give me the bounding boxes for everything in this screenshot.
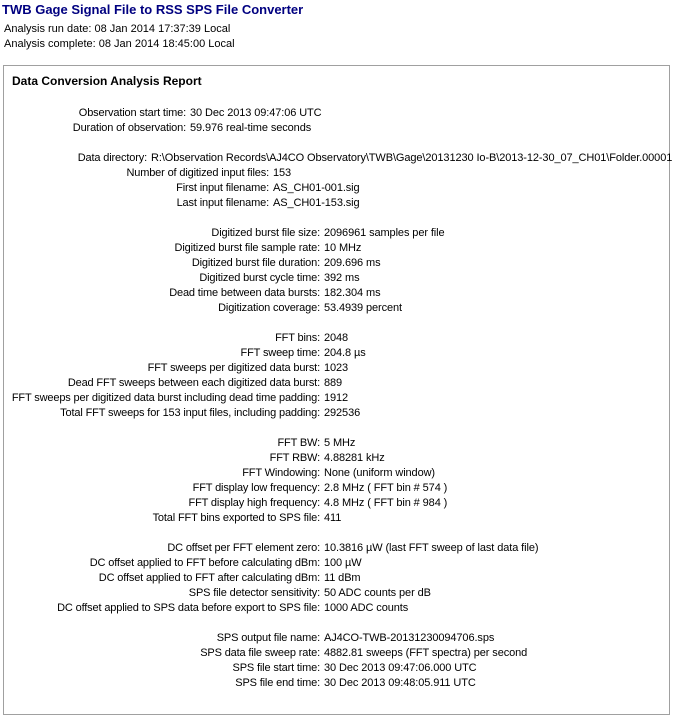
line-value: AS_CH01-153.sig [273, 197, 360, 209]
line-value: 53.4939 percent [324, 302, 403, 314]
line-value: 2.8 MHz ( FFT bin # 574 ) [324, 482, 448, 494]
line-label: FFT sweeps per digitized data burst including dead time padding: [11, 392, 320, 404]
report-line [6, 391, 667, 406]
line-value: 30 Dec 2013 09:48:05.911 UTC [324, 677, 476, 689]
analysis-complete: Analysis complete: 08 Jan 2014 18:45:00 Local [4, 38, 235, 50]
line-value: 10 MHz [324, 242, 362, 254]
line-value: 182.304 ms [324, 287, 381, 299]
line-value: 204.8 µs [324, 347, 366, 359]
line-label: Digitization coverage: [218, 302, 320, 314]
report-line [6, 556, 667, 571]
line-value: 10.3816 µW (last FFT sweep of last data file) [324, 542, 539, 554]
line-label: Data directory: [77, 152, 147, 164]
line-label: SPS file end time: [235, 677, 320, 689]
line-value: 11 dBm [324, 572, 361, 584]
line-label: SPS data file sweep rate: [200, 647, 320, 659]
report-line [6, 256, 667, 271]
line-label: FFT Windowing: [242, 467, 320, 479]
report-line [6, 331, 667, 346]
report-line [6, 181, 667, 196]
report-line [6, 676, 667, 691]
line-value: 1000 ADC counts [324, 602, 409, 614]
line-value: 30 Dec 2013 09:47:06 UTC [190, 107, 322, 119]
report-panel [3, 65, 673, 715]
report-line [6, 601, 667, 616]
line-value: 100 µW [324, 557, 362, 569]
line-label: SPS file start time: [232, 662, 320, 674]
report-line [6, 376, 667, 391]
line-label: DC offset applied to SPS data before export to SPS file: [57, 602, 320, 614]
report-line [6, 406, 667, 421]
line-label: Observation start time: [78, 107, 186, 119]
report-line [6, 241, 667, 256]
report-line [6, 301, 667, 316]
line-label: Total FFT sweeps for 153 input files, including padding: [60, 407, 320, 419]
line-value: AJ4CO-TWB-20131230094706.sps [324, 632, 495, 644]
line-value: 50 ADC counts per dB [324, 587, 431, 599]
line-label: Dead FFT sweeps between each digitized data burst: [67, 377, 320, 389]
line-label: Duration of observation: [72, 122, 186, 134]
report-line [6, 196, 667, 211]
line-label: FFT RBW: [269, 452, 320, 464]
line-value: 889 [324, 377, 343, 389]
line-value: 411 [324, 512, 342, 524]
line-label: Total FFT bins exported to SPS file: [152, 512, 320, 524]
report-line [6, 106, 667, 121]
report-title: Data Conversion Analysis Report [12, 74, 202, 88]
line-value: 4.88281 kHz [324, 452, 385, 464]
line-label: Digitized burst file sample rate: [174, 242, 320, 254]
report-line [6, 571, 667, 586]
line-value: 2096961 samples per file [324, 227, 445, 239]
line-value: 153 [273, 167, 292, 179]
report-line [6, 151, 673, 166]
line-value: AS_CH01-001.sig [273, 182, 360, 194]
line-label: FFT display high frequency: [188, 497, 320, 509]
line-label: Number of digitized input files: [126, 167, 269, 179]
line-label: Digitized burst file duration: [191, 257, 320, 269]
report-line [6, 271, 667, 286]
line-value: R:\Observation Records\AJ4CO Observatory\TWB\Gage\20131230 Io-B\2013-12-30_07_CH01\Folder.00001 [151, 152, 673, 164]
report-line [6, 631, 667, 646]
line-label: DC offset applied to FFT after calculating dBm: [98, 572, 320, 584]
line-label: SPS file detector sensitivity: [188, 587, 320, 599]
report-line [6, 541, 667, 556]
line-value: 209.696 ms [324, 257, 381, 269]
report-line [6, 361, 667, 376]
line-label: FFT sweep time: [240, 347, 320, 359]
line-label: FFT sweeps per digitized data burst: [147, 362, 320, 374]
line-value: 5 MHz [324, 437, 356, 449]
line-label: Dead time between data bursts: [169, 287, 320, 299]
line-label: Digitized burst file size: [211, 227, 320, 239]
report-line [6, 436, 667, 451]
line-value: 292536 [324, 407, 361, 419]
report-line [6, 496, 667, 511]
analysis-meta [0, 22, 673, 52]
line-label: FFT display low frequency: [192, 482, 320, 494]
report-line [6, 481, 667, 496]
report-group-input-files [6, 151, 673, 211]
report-line [6, 646, 667, 661]
report-line [6, 661, 667, 676]
report-line [6, 121, 667, 136]
report-line [6, 466, 667, 481]
report-line [6, 511, 667, 526]
report-line [6, 451, 667, 466]
line-value: 59.976 real-time seconds [190, 122, 312, 134]
line-label: FFT bins: [275, 332, 320, 344]
report-group-dc-offset [6, 541, 667, 616]
line-label: DC offset per FFT element zero: [167, 542, 320, 554]
report-group-sps-output [6, 631, 667, 691]
report-line [6, 586, 667, 601]
app-title: TWB Gage Signal File to RSS SPS File Converter [2, 2, 304, 17]
report-line [6, 166, 667, 181]
line-value: 1912 [324, 392, 349, 404]
line-value: 4.8 MHz ( FFT bin # 984 ) [324, 497, 448, 509]
line-label: SPS output file name: [216, 632, 320, 644]
line-value: 4882.81 sweeps (FFT spectra) per second [324, 647, 528, 659]
report-group-observation [6, 106, 667, 136]
report-line [6, 346, 667, 361]
line-label: Digitized burst cycle time: [199, 272, 320, 284]
report-group-fft-parameters [6, 436, 667, 526]
report-line [6, 286, 667, 301]
line-label: DC offset applied to FFT before calculating dBm: [89, 557, 320, 569]
line-value: 392 ms [324, 272, 360, 284]
line-label: FFT BW: [277, 437, 320, 449]
report-body [6, 106, 673, 691]
line-label: First input filename: [176, 182, 269, 194]
line-value: 1023 [324, 362, 349, 374]
line-label: Last input filename: [176, 197, 269, 209]
report-group-fft-sweeps [6, 331, 667, 421]
line-value: None (uniform window) [324, 467, 435, 479]
report-group-digitized-burst [6, 226, 667, 316]
line-value: 2048 [324, 332, 349, 344]
report-line [6, 226, 667, 241]
analysis-run-date: Analysis run date: 08 Jan 2014 17:37:39 Local [4, 23, 231, 35]
line-value: 30 Dec 2013 09:47:06.000 UTC [324, 662, 477, 674]
